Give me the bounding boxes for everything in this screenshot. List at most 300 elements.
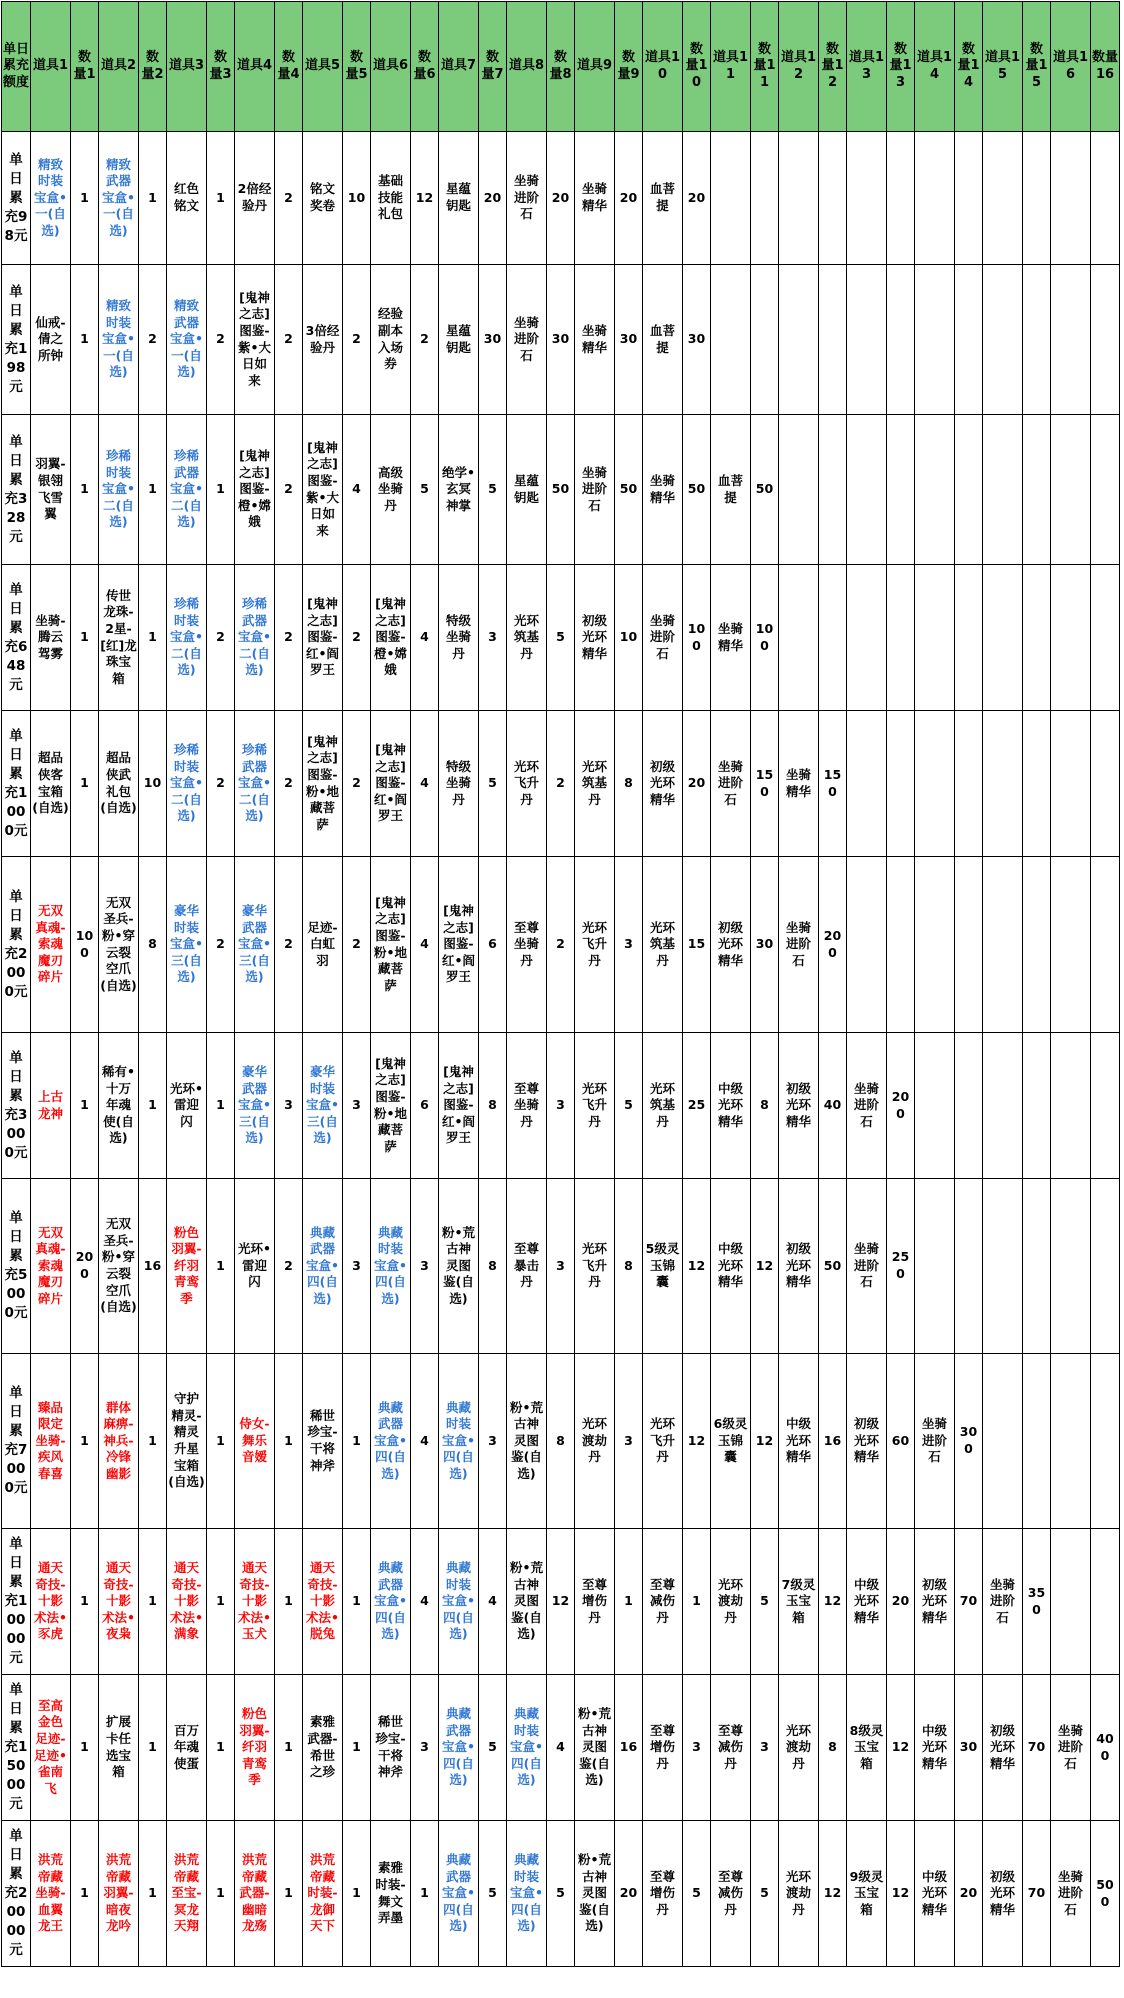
header-cell: 数量1: [71, 2, 99, 132]
quantity-cell: 100: [683, 565, 711, 711]
quantity-cell: 30: [479, 265, 507, 415]
item-cell: 典藏时装宝盒•四(自选): [439, 1529, 479, 1675]
item-cell: 星蕴钥匙: [439, 132, 479, 265]
item-cell: 传世龙珠-2星-[红]龙珠宝箱: [99, 565, 139, 711]
item-cell: 特级坐骑丹: [439, 565, 479, 711]
item-cell: 坐骑进阶石: [507, 132, 547, 265]
quantity-cell: 1: [207, 1821, 235, 1967]
item-cell: [1051, 1179, 1091, 1354]
item-cell: 2倍经验丹: [235, 132, 275, 265]
quantity-cell: 2: [547, 857, 575, 1033]
table-row: [2, 1529, 1120, 1675]
item-cell: 坐骑-腾云驾雾: [31, 565, 71, 711]
quantity-cell: 25: [683, 1033, 711, 1179]
item-cell: 豪华武器宝盒•三(自选): [235, 1033, 275, 1179]
item-cell: [1051, 1529, 1091, 1675]
quantity-cell: 4: [411, 1529, 439, 1675]
row-threshold-label: 单日累充7000元: [2, 1354, 31, 1529]
quantity-cell: 2: [275, 132, 303, 265]
item-cell: 羽翼-银翎飞雪翼: [31, 415, 71, 565]
quantity-cell: 1: [411, 1821, 439, 1967]
quantity-cell: 2: [275, 1179, 303, 1354]
row-threshold-label: 单日累充648元: [2, 565, 31, 711]
quantity-cell: 30: [615, 265, 643, 415]
item-cell: 超品侠武礼包(自选): [99, 711, 139, 857]
quantity-cell: 1: [71, 1033, 99, 1179]
header-cell: 道具8: [507, 2, 547, 132]
item-cell: 上古龙神: [31, 1033, 71, 1179]
quantity-cell: 30: [955, 1675, 983, 1821]
quantity-cell: 2: [207, 265, 235, 415]
item-cell: 光环•雷迎闪: [235, 1179, 275, 1354]
item-cell: [711, 265, 751, 415]
quantity-cell: 4: [411, 711, 439, 857]
row-threshold-label: 单日累充98元: [2, 132, 31, 265]
quantity-cell: 20: [547, 132, 575, 265]
quantity-cell: 1: [207, 1354, 235, 1529]
quantity-cell: 1: [683, 1529, 711, 1675]
item-cell: 中级光环精华: [779, 1354, 819, 1529]
quantity-cell: 50: [547, 415, 575, 565]
quantity-cell: [887, 565, 915, 711]
quantity-cell: [955, 565, 983, 711]
header-cell: 道具4: [235, 2, 275, 132]
item-cell: 至尊暴击丹: [507, 1179, 547, 1354]
item-cell: 光环飞升丹: [507, 711, 547, 857]
quantity-cell: [955, 265, 983, 415]
item-cell: 绝学•玄冥神掌: [439, 415, 479, 565]
item-cell: 初级光环精华: [711, 857, 751, 1033]
header-cell: 数量11: [751, 2, 779, 132]
item-cell: 光环飞升丹: [575, 1033, 615, 1179]
item-cell: [915, 565, 955, 711]
quantity-cell: 2: [343, 857, 371, 1033]
item-cell: 中级光环精华: [711, 1033, 751, 1179]
quantity-cell: 1: [139, 565, 167, 711]
quantity-cell: 5: [751, 1529, 779, 1675]
quantity-cell: [819, 265, 847, 415]
item-cell: [915, 857, 955, 1033]
quantity-cell: 3: [411, 1179, 439, 1354]
quantity-cell: 5: [751, 1821, 779, 1967]
item-cell: [鬼神之志]图鉴-粉•地藏菩萨: [303, 711, 343, 857]
item-cell: [983, 711, 1023, 857]
item-cell: [779, 565, 819, 711]
quantity-cell: 1: [139, 1675, 167, 1821]
item-cell: 光环筑基丹: [643, 1033, 683, 1179]
header-cell: 道具16: [1051, 2, 1091, 132]
quantity-cell: 1: [139, 1033, 167, 1179]
quantity-cell: 10: [615, 565, 643, 711]
header-cell: 道具12: [779, 2, 819, 132]
quantity-cell: 8: [479, 1179, 507, 1354]
quantity-cell: 6: [479, 857, 507, 1033]
item-cell: 无双圣兵-粉•穿云裂空爪(自选): [99, 857, 139, 1033]
header-cell: 道具14: [915, 2, 955, 132]
item-cell: [847, 132, 887, 265]
quantity-cell: [1091, 1529, 1120, 1675]
quantity-cell: 40: [819, 1033, 847, 1179]
item-cell: 9级灵玉宝箱: [847, 1821, 887, 1967]
item-cell: 珍稀武器宝盒•二(自选): [235, 565, 275, 711]
quantity-cell: 50: [683, 415, 711, 565]
quantity-cell: 150: [751, 711, 779, 857]
quantity-cell: 20: [683, 132, 711, 265]
item-cell: 中级光环精华: [915, 1675, 955, 1821]
row-threshold-label: 单日累充328元: [2, 415, 31, 565]
quantity-cell: [1023, 1354, 1051, 1529]
quantity-cell: 1: [139, 415, 167, 565]
item-cell: 仙戒-倩之所钟: [31, 265, 71, 415]
quantity-cell: 1: [207, 1529, 235, 1675]
quantity-cell: 1: [207, 132, 235, 265]
table-body: [2, 132, 1120, 1967]
item-cell: 中级光环精华: [847, 1529, 887, 1675]
quantity-cell: 12: [887, 1821, 915, 1967]
item-cell: 典藏武器宝盒•四(自选): [371, 1529, 411, 1675]
item-cell: 3倍经验丹: [303, 265, 343, 415]
item-cell: 至高金色足迹-足迹•雀南飞: [31, 1675, 71, 1821]
item-cell: [鬼神之志]图鉴-粉•地藏菩萨: [371, 857, 411, 1033]
item-cell: [1051, 132, 1091, 265]
item-cell: [鬼神之志]图鉴-红•阎罗王: [439, 1033, 479, 1179]
quantity-cell: 300: [955, 1354, 983, 1529]
item-cell: 坐骑进阶石: [575, 415, 615, 565]
quantity-cell: 2: [411, 265, 439, 415]
quantity-cell: 8: [479, 1033, 507, 1179]
quantity-cell: 3: [479, 565, 507, 711]
quantity-cell: [1023, 132, 1051, 265]
header-cell: 数量15: [1023, 2, 1051, 132]
header-cell: 数量16: [1091, 2, 1120, 132]
quantity-cell: 1: [207, 415, 235, 565]
item-cell: 初级光环精华: [983, 1675, 1023, 1821]
item-cell: 至尊减伤丹: [643, 1529, 683, 1675]
item-cell: 初级光环精华: [983, 1821, 1023, 1967]
item-cell: 光环筑基丹: [507, 565, 547, 711]
quantity-cell: 70: [1023, 1675, 1051, 1821]
quantity-cell: 4: [411, 565, 439, 711]
quantity-cell: [1091, 265, 1120, 415]
quantity-cell: 1: [275, 1354, 303, 1529]
quantity-cell: 20: [479, 132, 507, 265]
item-cell: [983, 415, 1023, 565]
quantity-cell: 2: [275, 857, 303, 1033]
quantity-cell: 50: [751, 415, 779, 565]
table-row: [2, 1354, 1120, 1529]
quantity-cell: 3: [479, 1354, 507, 1529]
quantity-cell: 100: [71, 857, 99, 1033]
row-threshold-label: 单日累充5000元: [2, 1179, 31, 1354]
item-cell: 初级光环精华: [847, 1354, 887, 1529]
item-cell: 血菩提: [643, 132, 683, 265]
row-threshold-label: 单日累充198元: [2, 265, 31, 415]
item-cell: 豪华武器宝盒•三(自选): [235, 857, 275, 1033]
quantity-cell: 2: [275, 415, 303, 565]
quantity-cell: [887, 132, 915, 265]
item-cell: 坐骑精华: [643, 415, 683, 565]
item-cell: [915, 265, 955, 415]
item-cell: 无双真魂-索魂魔刃碎片: [31, 1179, 71, 1354]
item-cell: 血菩提: [643, 265, 683, 415]
header-cell: 数量9: [615, 2, 643, 132]
quantity-cell: 5: [479, 1675, 507, 1821]
item-cell: 洪荒帝藏坐骑-血翼龙王: [31, 1821, 71, 1967]
quantity-cell: 1: [71, 265, 99, 415]
item-cell: 红色铭文: [167, 132, 207, 265]
item-cell: [915, 1033, 955, 1179]
quantity-cell: 8: [751, 1033, 779, 1179]
item-cell: [711, 132, 751, 265]
item-cell: 坐骑进阶石: [779, 857, 819, 1033]
item-cell: [1051, 857, 1091, 1033]
quantity-cell: [1091, 1354, 1120, 1529]
item-cell: 光环渡劫丹: [779, 1821, 819, 1967]
item-cell: 至尊减伤丹: [711, 1675, 751, 1821]
quantity-cell: [887, 415, 915, 565]
quantity-cell: 2: [139, 265, 167, 415]
item-cell: [鬼神之志]图鉴-红•阎罗王: [303, 565, 343, 711]
item-cell: 光环渡劫丹: [779, 1675, 819, 1821]
row-threshold-label: 单日累充3000元: [2, 1033, 31, 1179]
table-row: [2, 1179, 1120, 1354]
quantity-cell: 1: [207, 1033, 235, 1179]
quantity-cell: 3: [615, 1354, 643, 1529]
item-cell: 粉•荒古神灵图鉴(自选): [439, 1179, 479, 1354]
item-cell: 光环飞升丹: [575, 857, 615, 1033]
quantity-cell: 1: [71, 1821, 99, 1967]
item-cell: 洪荒帝藏羽翼-暗夜龙吟: [99, 1821, 139, 1967]
quantity-cell: 3: [343, 1033, 371, 1179]
item-cell: 血菩提: [711, 415, 751, 565]
row-threshold-label: 单日累充15000元: [2, 1675, 31, 1821]
header-cell: 道具9: [575, 2, 615, 132]
item-cell: 群体麻痹-神兵-冷锋幽影: [99, 1354, 139, 1529]
quantity-cell: [955, 711, 983, 857]
quantity-cell: 1: [139, 1354, 167, 1529]
quantity-cell: 5: [615, 1033, 643, 1179]
quantity-cell: 1: [343, 1529, 371, 1675]
item-cell: 6级灵玉锦囊: [711, 1354, 751, 1529]
quantity-cell: [1023, 415, 1051, 565]
quantity-cell: 20: [683, 711, 711, 857]
quantity-cell: 1: [71, 1529, 99, 1675]
quantity-cell: 12: [751, 1354, 779, 1529]
item-cell: [847, 265, 887, 415]
header-cell: 数量3: [207, 2, 235, 132]
item-cell: [1051, 1354, 1091, 1529]
header-cell: 数量13: [887, 2, 915, 132]
quantity-cell: 20: [955, 1821, 983, 1967]
header-cell: 道具6: [371, 2, 411, 132]
quantity-cell: 150: [819, 711, 847, 857]
quantity-cell: 2: [275, 265, 303, 415]
item-cell: 基础技能礼包: [371, 132, 411, 265]
header-cell: 数量10: [683, 2, 711, 132]
item-cell: 坐骑进阶石: [643, 565, 683, 711]
quantity-cell: 1: [207, 1179, 235, 1354]
item-cell: 初级光环精华: [779, 1179, 819, 1354]
item-cell: 洪荒帝藏至宝-冥龙天翔: [167, 1821, 207, 1967]
item-cell: 通天奇技-十影术法•脱兔: [303, 1529, 343, 1675]
item-cell: [983, 1033, 1023, 1179]
quantity-cell: [1091, 1179, 1120, 1354]
quantity-cell: 8: [615, 1179, 643, 1354]
header-cell: 道具13: [847, 2, 887, 132]
item-cell: [915, 1179, 955, 1354]
quantity-cell: 1: [343, 1821, 371, 1967]
item-cell: 7级灵玉宝箱: [779, 1529, 819, 1675]
item-cell: 臻品限定坐骑-疾风春喜: [31, 1354, 71, 1529]
quantity-cell: 200: [71, 1179, 99, 1354]
item-cell: [983, 1179, 1023, 1354]
quantity-cell: 2: [207, 565, 235, 711]
header-cell: 数量8: [547, 2, 575, 132]
quantity-cell: 5: [479, 415, 507, 565]
item-cell: 豪华时装宝盒•三(自选): [167, 857, 207, 1033]
quantity-cell: 3: [615, 857, 643, 1033]
item-cell: 足迹-白虹羽: [303, 857, 343, 1033]
quantity-cell: 12: [819, 1529, 847, 1675]
header-cell: 道具15: [983, 2, 1023, 132]
quantity-cell: 12: [411, 132, 439, 265]
item-cell: [847, 415, 887, 565]
item-cell: 坐骑进阶石: [847, 1179, 887, 1354]
quantity-cell: 12: [547, 1529, 575, 1675]
item-cell: 豪华时装宝盒•三(自选): [303, 1033, 343, 1179]
table-row: [2, 1675, 1120, 1821]
item-cell: 典藏时装宝盒•四(自选): [507, 1821, 547, 1967]
item-cell: [鬼神之志]图鉴-紫•大日如来: [235, 265, 275, 415]
quantity-cell: 15: [683, 857, 711, 1033]
item-cell: 超品侠客宝箱(自选): [31, 711, 71, 857]
item-cell: 至尊坐骑丹: [507, 857, 547, 1033]
quantity-cell: 1: [139, 1821, 167, 1967]
item-cell: 特级坐骑丹: [439, 711, 479, 857]
quantity-cell: [955, 132, 983, 265]
quantity-cell: 3: [683, 1675, 711, 1821]
item-cell: 至尊增伤丹: [575, 1529, 615, 1675]
item-cell: 珍稀时装宝盒•二(自选): [167, 565, 207, 711]
item-cell: 扩展卡任选宝箱: [99, 1675, 139, 1821]
header-cell: 数量2: [139, 2, 167, 132]
quantity-cell: 1: [343, 1354, 371, 1529]
quantity-cell: 6: [411, 1033, 439, 1179]
quantity-cell: 1: [275, 1821, 303, 1967]
item-cell: [鬼神之志]图鉴-红•阎罗王: [439, 857, 479, 1033]
item-cell: 典藏时装宝盒•四(自选): [507, 1675, 547, 1821]
quantity-cell: 200: [887, 1033, 915, 1179]
table-row: [2, 711, 1120, 857]
quantity-cell: 16: [819, 1354, 847, 1529]
item-cell: [1051, 565, 1091, 711]
item-cell: 8级灵玉宝箱: [847, 1675, 887, 1821]
item-cell: 至尊增伤丹: [643, 1675, 683, 1821]
table-row: [2, 132, 1120, 265]
item-cell: 至尊增伤丹: [643, 1821, 683, 1967]
item-cell: [915, 711, 955, 857]
item-cell: 稀有•十万年魂使(自选): [99, 1033, 139, 1179]
quantity-cell: 1: [615, 1529, 643, 1675]
quantity-cell: 50: [615, 415, 643, 565]
item-cell: 至尊坐骑丹: [507, 1033, 547, 1179]
item-cell: 精致武器宝盒•一(自选): [167, 265, 207, 415]
quantity-cell: 12: [887, 1675, 915, 1821]
item-cell: 无双真魂-索魂魔刃碎片: [31, 857, 71, 1033]
item-cell: [1051, 711, 1091, 857]
table-row: [2, 1821, 1120, 1967]
quantity-cell: 1: [71, 1354, 99, 1529]
item-cell: 珍稀武器宝盒•二(自选): [235, 711, 275, 857]
quantity-cell: [887, 711, 915, 857]
item-cell: [1051, 1033, 1091, 1179]
quantity-cell: 1: [139, 132, 167, 265]
quantity-cell: 5: [411, 415, 439, 565]
item-cell: 珍稀时装宝盒•二(自选): [99, 415, 139, 565]
quantity-cell: [887, 265, 915, 415]
item-cell: 5级灵玉锦囊: [643, 1179, 683, 1354]
recharge-reward-table: [1, 1, 1120, 1967]
item-cell: 典藏武器宝盒•四(自选): [303, 1179, 343, 1354]
header-cell: 数量12: [819, 2, 847, 132]
table-row: [2, 857, 1120, 1033]
quantity-cell: 1: [275, 1529, 303, 1675]
item-cell: 坐骑进阶石: [1051, 1675, 1091, 1821]
item-cell: 高级坐骑丹: [371, 415, 411, 565]
item-cell: [847, 711, 887, 857]
item-cell: 粉•荒古神灵图鉴(自选): [575, 1675, 615, 1821]
quantity-cell: 16: [139, 1179, 167, 1354]
item-cell: 中级光环精华: [711, 1179, 751, 1354]
item-cell: 光环飞升丹: [575, 1179, 615, 1354]
quantity-cell: 2: [275, 711, 303, 857]
item-cell: 坐骑进阶石: [915, 1354, 955, 1529]
quantity-cell: 4: [547, 1675, 575, 1821]
quantity-cell: 2: [343, 711, 371, 857]
quantity-cell: 2: [207, 857, 235, 1033]
item-cell: [鬼神之志]图鉴-紫•大日如来: [303, 415, 343, 565]
header-cell: 数量7: [479, 2, 507, 132]
item-cell: 典藏时装宝盒•四(自选): [371, 1179, 411, 1354]
quantity-cell: 2: [547, 711, 575, 857]
item-cell: 洪荒帝藏时装-龙御天下: [303, 1821, 343, 1967]
quantity-cell: 1: [71, 565, 99, 711]
item-cell: 珍稀武器宝盒•二(自选): [167, 415, 207, 565]
item-cell: [779, 132, 819, 265]
header-cell: 道具11: [711, 2, 751, 132]
quantity-cell: [1091, 415, 1120, 565]
item-cell: [983, 265, 1023, 415]
item-cell: 铭文奖卷: [303, 132, 343, 265]
item-cell: 典藏武器宝盒•四(自选): [439, 1675, 479, 1821]
quantity-cell: [955, 1179, 983, 1354]
item-cell: 粉色羽翼-纤羽青鸾季: [167, 1179, 207, 1354]
item-cell: 光环筑基丹: [575, 711, 615, 857]
item-cell: [779, 265, 819, 415]
quantity-cell: [819, 132, 847, 265]
item-cell: 通天奇技-十影术法•夜枭: [99, 1529, 139, 1675]
header-cell: 道具7: [439, 2, 479, 132]
item-cell: 粉•荒古神灵图鉴(自选): [507, 1354, 547, 1529]
item-cell: [1051, 265, 1091, 415]
quantity-cell: [955, 415, 983, 565]
item-cell: 洪荒帝藏武器-幽暗龙殇: [235, 1821, 275, 1967]
quantity-cell: 1: [71, 132, 99, 265]
quantity-cell: 60: [887, 1354, 915, 1529]
item-cell: 精致武器宝盒•一(自选): [99, 132, 139, 265]
quantity-cell: 1: [275, 1675, 303, 1821]
header-cell: 道具10: [643, 2, 683, 132]
